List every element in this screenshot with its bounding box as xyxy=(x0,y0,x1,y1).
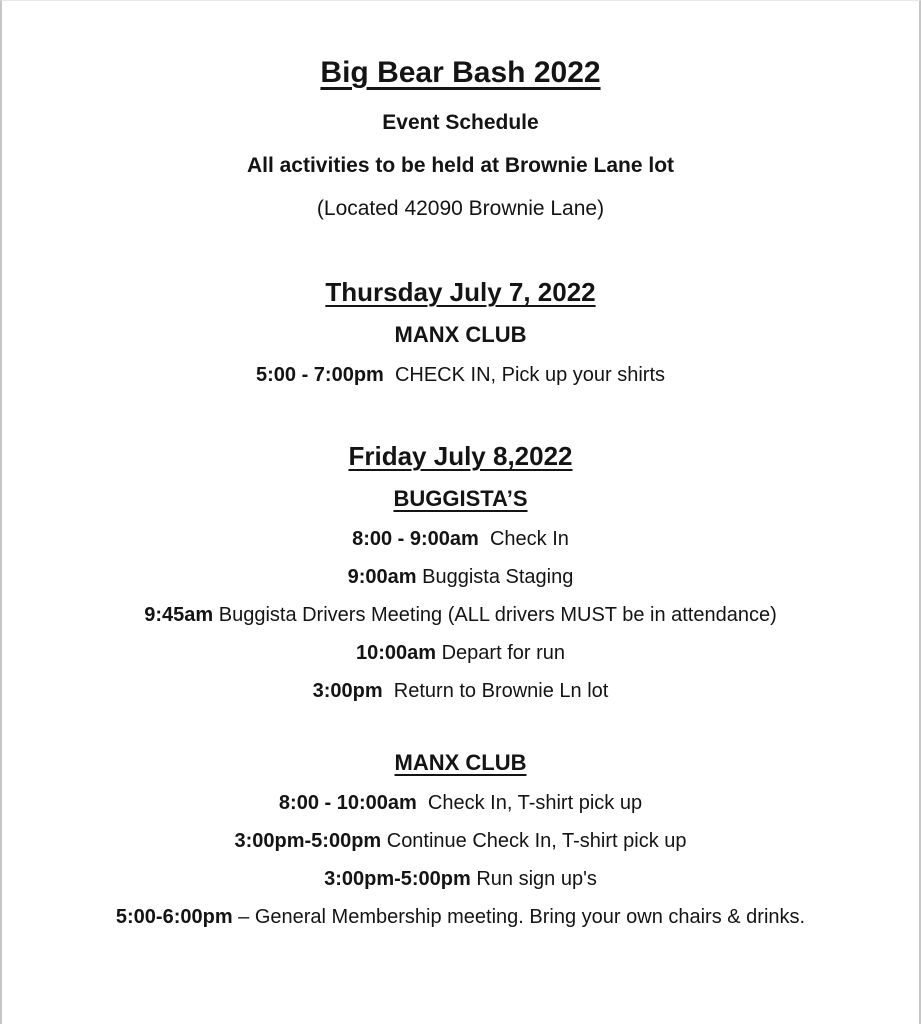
event-description: Buggista Staging xyxy=(416,566,574,588)
club-name: MANX CLUB xyxy=(394,322,527,347)
event-description: Check In, T-shirt pick up xyxy=(416,792,643,814)
club-group xyxy=(2,478,919,710)
schedule-line xyxy=(2,898,919,936)
section-thursday xyxy=(2,272,919,394)
schedule-line xyxy=(2,822,919,860)
event-time: 5:00-6:00pm xyxy=(115,906,233,928)
day-heading: Friday July 8,2022 xyxy=(348,441,573,471)
schedule-line xyxy=(2,356,919,394)
event-description: Depart for run xyxy=(436,642,565,664)
event-time: 3:00pm-5:00pm xyxy=(324,868,471,890)
event-time: 3:00pm xyxy=(312,680,383,702)
event-description: CHECK IN, Pick up your shirts xyxy=(383,364,666,386)
day-heading: Thursday July 7, 2022 xyxy=(325,277,596,307)
club-group xyxy=(2,742,919,936)
schedule-line xyxy=(2,558,919,596)
schedule-line xyxy=(2,784,919,822)
event-time: 3:00pm-5:00pm xyxy=(234,830,382,852)
schedule-line xyxy=(2,860,919,898)
location-line: All activities to be held at Brownie Lane lot xyxy=(246,154,675,177)
event-time: 8:00 - 10:00am xyxy=(278,792,417,814)
address-line: (Located 42090 Brownie Lane) xyxy=(316,197,605,220)
schedule-line xyxy=(2,634,919,672)
event-description: Buggista Drivers Meeting (ALL drivers MUST be in attendance) xyxy=(213,604,777,626)
event-time: 9:00am xyxy=(347,566,417,588)
event-description: – General Membership meeting. Bring your own chairs & drinks. xyxy=(232,906,806,928)
event-time: 8:00 - 9:00am xyxy=(352,528,479,550)
event-description: Continue Check In, T-shirt pick up xyxy=(381,830,687,852)
schedule-line xyxy=(2,520,919,558)
event-time: 5:00 - 7:00pm xyxy=(255,364,384,386)
schedule-line xyxy=(2,672,919,710)
club-name: MANX CLUB xyxy=(394,750,527,775)
document-title: Big Bear Bash 2022 xyxy=(320,56,601,89)
club-name: BUGGISTA’S xyxy=(393,486,528,511)
event-time: 9:45am xyxy=(144,604,214,626)
schedule-line xyxy=(2,596,919,634)
club-group xyxy=(2,314,919,394)
event-description: Run sign up's xyxy=(470,868,597,890)
event-time: 10:00am xyxy=(355,642,437,664)
event-description: Check In xyxy=(478,528,569,550)
event-schedule-label: Event Schedule xyxy=(382,111,539,134)
section-friday xyxy=(2,436,919,936)
event-description: Return to Brownie Ln lot xyxy=(382,680,609,702)
